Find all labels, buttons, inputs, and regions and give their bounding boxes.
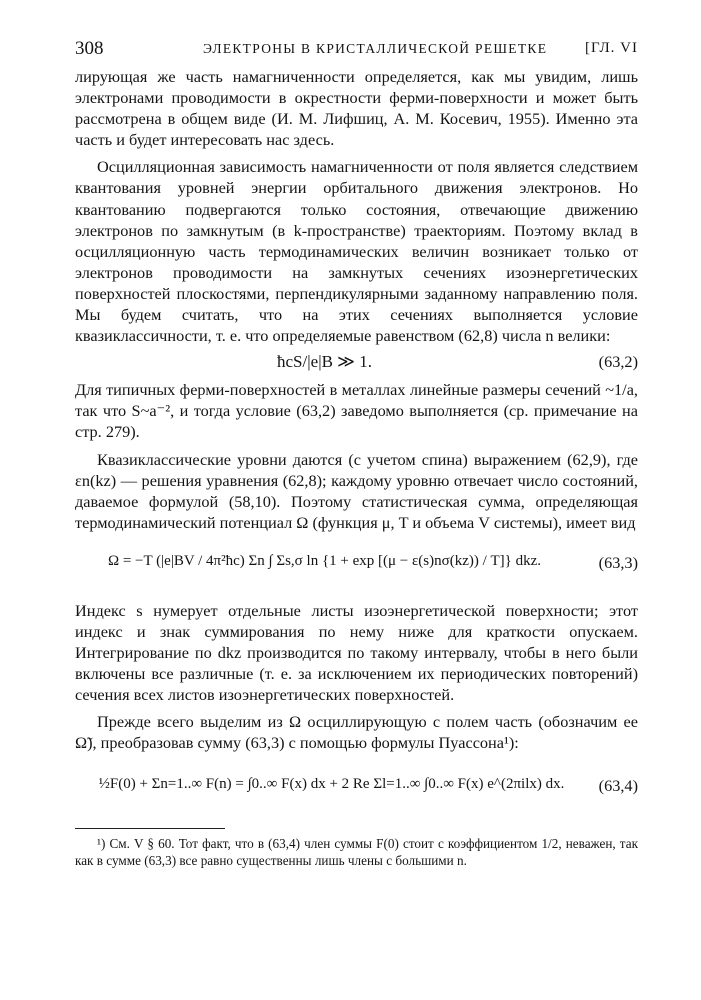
running-title: ЭЛЕКТРОНЫ В КРИСТАЛЛИЧЕСКОЙ РЕШЕТКЕ [203, 41, 548, 56]
chapter-label: [ГЛ. VI [584, 40, 638, 56]
equation-63-3 [75, 538, 638, 594]
equation-63-2-number: (63,2) [598, 352, 638, 372]
running-header [75, 36, 638, 66]
footnote-rule [75, 828, 225, 829]
paragraph-3: Для типичных ферми-поверхностей в металлах линейные размеры сечений ~1/a, так что S~a⁻², и тогда условие (63,2) заведомо выполняется (ср. примечание на стр. 279). [75, 380, 638, 442]
page-number: 308 [75, 38, 104, 59]
equation-63-3-formula: Ω = −T (|e|BV / 4π²ħc) Σn ∫ Σs,σ ln {1 + exp [(μ − ε(s)nσ(kz)) / T]} dkz. [107, 552, 542, 569]
book-page [75, 36, 638, 869]
paragraph-4: Квазиклассические уровни даются (с учетом спина) выражением (62,9), где εn(kz) — решения уравнения (62,8); каждому уровню отвечает число состояний, даваемое формулой (58,10). Поэтому статистическая сумма, определяющая термодинамический потенциал Ω (функция μ, T и объема V системы), имеет вид [75, 449, 638, 532]
equation-63-3-number: (63,3) [598, 552, 638, 572]
equation-63-2-formula: ħcS/|e|B ≫ 1. [277, 352, 372, 372]
footnote-1: ¹) См. V § 60. Тот факт, что в (63,4) член суммы F(0) стоит с коэффициентом 1/2, неважен, так как в сумме (63,3) все равно существенны лишь члены с большими n. [75, 835, 638, 868]
paragraph-2: Осцилляционная зависимость намагниченности от поля является следствием квантования уровней энергии орбитального движения электронов. Но квантованию подвергаются только состояния, отвечающие движению электронов по замкнутым (в k-пространстве) траекториям. Поэтому вклад в осцилляционную часть термодинамических величин возникает только от электронов проводимости на замкнутых сечениях изоэнергетических поверхностей плоскостями, перпендикулярными заданному направлению поля. Мы будем считать, что на этих сечениях выполняется условие квазиклассичности, т. е. что определяемые равенством (62,8) числа n велики: [75, 157, 638, 346]
paragraph-5: Индекс s нумерует отдельные листы изоэнергетической поверхности; этот индекс и знак суммирования по нему ниже для краткости опускаем. Интегрирование по dkz производится по такому интервалу, чтобы в него были включены все различные (т. е. за исключением их периодических повторений) сечения всех листов изоэнергетических поверхностей. [75, 600, 638, 705]
equation-63-2 [75, 349, 638, 377]
equation-63-4 [75, 758, 638, 820]
equation-63-4-formula: ½F(0) + Σn=1..∞ F(n) = ∫0..∞ F(x) dx + 2 Re Σl=1..∞ ∫0..∞ F(x) e^(2πilx) dx. [98, 775, 565, 792]
equation-63-4-number: (63,4) [598, 775, 638, 795]
paragraph-1: лирующая же часть намагниченности определяется, как мы увидим, лишь электронами проводимости в окрестности ферми-поверхности и может быть рассмотрена в общем виде (И. М. Лифшиц, А. М. Косевич, 1955). Именно эта часть и будет интересовать нас здесь. [75, 67, 638, 150]
paragraph-6: Прежде всего выделим из Ω осциллирующую с полем часть (обозначим ее Ω̃), преобразовав сумму (63,3) с помощью формулы Пуассона¹): [75, 712, 638, 753]
